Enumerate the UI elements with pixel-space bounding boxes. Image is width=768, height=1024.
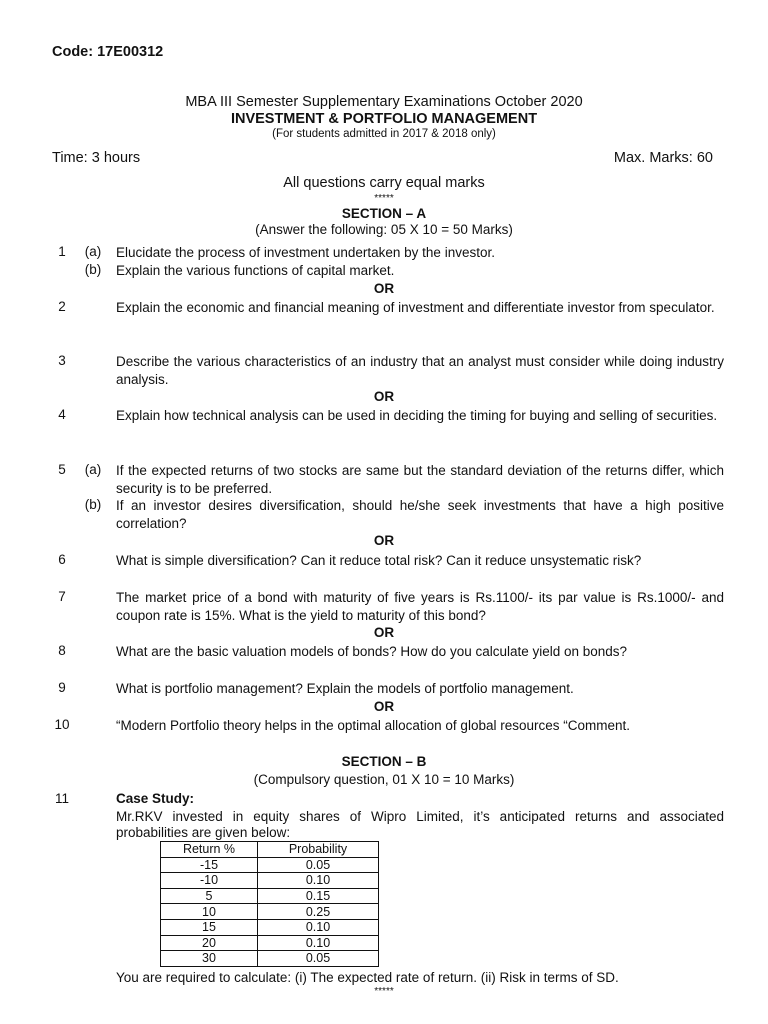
question-number: 7 <box>58 589 66 604</box>
question-text: Explain the economic and financial meaning of investment and differentiate investor from speculator. <box>116 300 715 315</box>
subject-title: INVESTMENT & PORTFOLIO MANAGEMENT <box>230 111 538 127</box>
question-number: 3 <box>58 353 66 368</box>
column-header: Return % <box>161 842 258 858</box>
table-row <box>161 873 379 889</box>
question-number: 1 <box>58 244 66 259</box>
table-row <box>161 888 379 904</box>
table-cell: -10 <box>161 873 258 889</box>
question-text: Elucidate the process of investment undertaken by the investor. <box>116 245 495 260</box>
question-number: 10 <box>54 717 70 732</box>
table-row <box>161 904 379 920</box>
or-divider: OR <box>373 533 395 548</box>
max-marks: Max. Marks: 60 <box>613 150 713 166</box>
sub-question-label: (b) <box>84 262 102 277</box>
table-cell: 10 <box>161 904 258 920</box>
question-text: The market price of a bond with maturity of five years is Rs.1100/- its par value is Rs.1000/- and coupon rate is 15%. What is the yield to maturity of this bond? <box>116 590 724 623</box>
or-divider: OR <box>373 699 395 714</box>
or-divider: OR <box>373 389 395 404</box>
question-text: Describe the various characteristics of an industry that an analyst must consider while doing industry analysis. <box>116 354 724 387</box>
table-cell: -15 <box>161 857 258 873</box>
question-paper-code: Code: 17E00312 <box>52 44 164 60</box>
question-text: What is simple diversification? Can it reduce total risk? Can it reduce unsystematic risk? <box>116 553 642 568</box>
table-cell: 0.10 <box>258 935 379 951</box>
table-cell: 5 <box>161 888 258 904</box>
separator-stars: ***** <box>374 193 394 204</box>
case-study-intro: Mr.RKV invested in equity shares of Wipro Limited, it’s anticipated returns and associated probabilities are given below: <box>116 809 724 840</box>
question-text: Explain how technical analysis can be used in deciding the timing for buying and selling of securities. <box>116 408 718 423</box>
question-number: 9 <box>58 680 66 695</box>
section-a-instruction: (Answer the following: 05 X 10 = 50 Marks) <box>255 222 513 237</box>
table-cell: 15 <box>161 919 258 935</box>
column-header: Probability <box>258 842 379 858</box>
exam-title: MBA III Semester Supplementary Examinations October 2020 <box>185 94 583 110</box>
or-divider: OR <box>373 625 395 640</box>
question-text: What is portfolio management? Explain the models of portfolio management. <box>116 681 574 696</box>
section-b-instruction: (Compulsory question, 01 X 10 = 10 Marks) <box>253 772 515 787</box>
question-number: 4 <box>58 407 66 422</box>
table-row <box>161 951 379 967</box>
case-study-heading: Case Study: <box>116 791 195 806</box>
general-instructions: All questions carry equal marks <box>283 175 485 191</box>
table-cell: 30 <box>161 951 258 967</box>
case-study-task: You are required to calculate: (i) The expected rate of return. (ii) Risk in terms of SD. <box>116 970 619 985</box>
table-cell: 0.15 <box>258 888 379 904</box>
admitted-note: (For students admitted in 2017 & 2018 only) <box>272 128 496 140</box>
table-cell: 0.10 <box>258 919 379 935</box>
end-stars: ***** <box>374 986 394 997</box>
table-row <box>161 919 379 935</box>
table-cell: 0.05 <box>258 857 379 873</box>
or-divider: OR <box>373 281 395 296</box>
table-cell: 0.10 <box>258 873 379 889</box>
table-row <box>161 857 379 873</box>
question-number: 5 <box>58 462 66 477</box>
question-text: “Modern Portfolio theory helps in the optimal allocation of global resources “Comment. <box>116 718 631 733</box>
table-cell: 20 <box>161 935 258 951</box>
question-number: 2 <box>58 299 66 314</box>
returns-probability-table <box>160 841 379 967</box>
sub-question-label: (a) <box>84 244 102 259</box>
question-text: What are the basic valuation models of bonds? How do you calculate yield on bonds? <box>116 644 628 659</box>
question-text: Explain the various functions of capital market. <box>116 263 395 278</box>
table-header-row <box>161 842 379 858</box>
section-a-title: SECTION – A <box>341 206 427 221</box>
question-text: If an investor desires diversification, should he/she seek investments that have a high positive correlation? <box>116 498 724 531</box>
question-number: 8 <box>58 643 66 658</box>
table-cell: 0.25 <box>258 904 379 920</box>
sub-question-label: (b) <box>84 497 102 512</box>
table-cell: 0.05 <box>258 951 379 967</box>
section-b-title: SECTION – B <box>341 754 427 769</box>
table-row <box>161 935 379 951</box>
question-number: 11 <box>54 791 69 806</box>
sub-question-label: (a) <box>84 462 102 477</box>
question-number: 6 <box>58 552 66 567</box>
exam-duration: Time: 3 hours <box>52 150 141 166</box>
question-text: If the expected returns of two stocks are same but the standard deviation of the returns differ, which security is to be preferred. <box>116 463 724 496</box>
